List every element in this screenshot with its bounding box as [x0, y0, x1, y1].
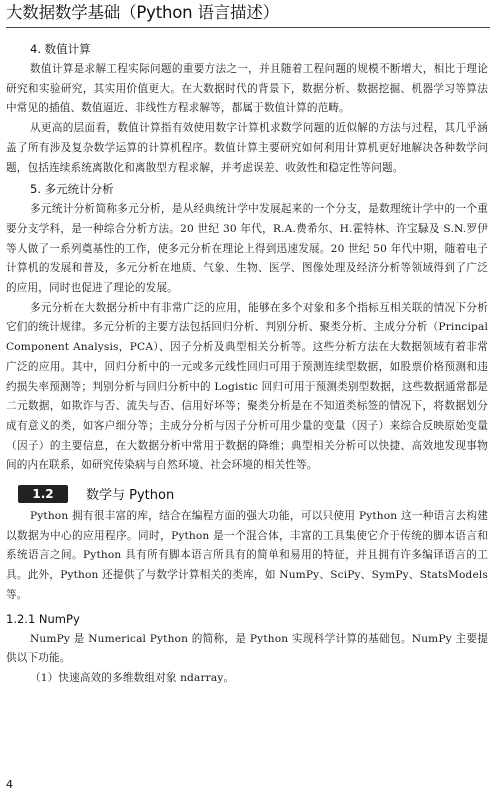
list-item: （1）快速高效的多维数组对象 ndarray。 — [30, 671, 235, 684]
page-body — [6, 38, 488, 689]
paragraph: 多元分析在大数据分析中有非常广泛的应用，能够在多个对象和多个指标互相关联的情况下分析它们的统计规律。多元分析的主要方法包括回归分析、判别分析、聚类分析、主成分分析（Principal Component Analysis，PCA）、因子分析及典型相关分析等。这些分析方法在大数据领域有着非常广泛的应用。其中，回归分析中的一元或多元线性回归可用于预测连续型数据，如股票价格预测和违约损失率预测等；判别分析与回归分析中的 Logistic 回归可用于预测类别型数据，这些数据通常都是二元数据，如欺诈与否、流失与否、信用好坏等；聚类分析是在不知道类标签的情况下，将数据划分成有意义的类，如客户细分等；主成分分析与因子分析可用少量的变量（因子）来综合反映原始变量（因子）的主要信息，在大数据分析中常用于数据的降维；典型相关分析可以快捷、高效地发现事物间的内在联系，如研究传染病与自然环境、社会环境的相关性等。 — [6, 301, 488, 472]
paragraph: Python 拥有很丰富的库，结合在编程方面的强大功能，可以只使用 Python 这一种语言去构建以数据为中心的应用程序。同时，Python 是一个混合体，丰富的工具集使它介于传统的脚本语言和系统语言之间。Python 具有所有脚本语言所具有的简单和易用的特征，并且拥有许多编译语言的工具。此外，Python 还提供了与数学计算相关的类库，如 NumPy、SciPy、SymPy、StatsModels 等。 — [6, 510, 488, 601]
section-title: 数学与 Python — [86, 488, 175, 504]
paragraph: 数值计算是求解工程实际问题的重要方法之一，并且随着工程问题的规模不断增大，相比于理论研究和实验研究，其实用价值更大。在大数据时代的背景下，数据分析、数据挖掘、机器学习等算法中常见的插值、数值逼近、非线性方程求解等，都属于数值计算的范畴。 — [6, 63, 488, 115]
heading-multivariate-statistics: 5. 多元统计分析 — [30, 182, 114, 197]
running-header — [6, 2, 490, 32]
paragraph: 从更高的层面看，数值计算指有效使用数字计算机求数学问题的近似解的方法与过程，其几乎涵盖了所有涉及复杂数学运算的计算机程序。数值计算主要研究如何利用计算机更好地解决各种数学问题，包括连续系统离散化和离散型方程求解，并考虑误差、收敛性和稳定性等问题。 — [6, 122, 488, 174]
page-number: 4 — [6, 778, 13, 791]
paragraph: 多元统计分析简称多元分析，是从经典统计学中发展起来的一个分支，是数理统计学中的一个重要分支学科，是一种综合分析方法。20 世纪 30 年代，R.A.费希尔、H.霍特林、许宝騄及 S.N.罗伊等人做了一系列奠基性的工作，使多元分析在理论上得到迅速发展。20 世纪 50 年代中期，随着电子计算机的发展和普及，多元分析在地质、气象、生物、医学、图像处理及经济分析等领域得到了广泛的应用，同时也促进了理论的发展。 — [6, 203, 488, 295]
section-number-badge: 1.2 — [18, 485, 68, 503]
heading-numeric-computation: 4. 数值计算 — [30, 42, 91, 56]
subsection-heading-numpy: 1.2.1 NumPy — [6, 611, 80, 626]
book-title: 大数据数学基础（Python 语言描述） — [6, 3, 279, 22]
paragraph: NumPy 是 Numerical Python 的简称，是 Python 实现科学计算的基础包。NumPy 主要提供以下功能。 — [6, 632, 488, 665]
header-rule — [6, 27, 490, 28]
section-heading — [6, 484, 488, 503]
